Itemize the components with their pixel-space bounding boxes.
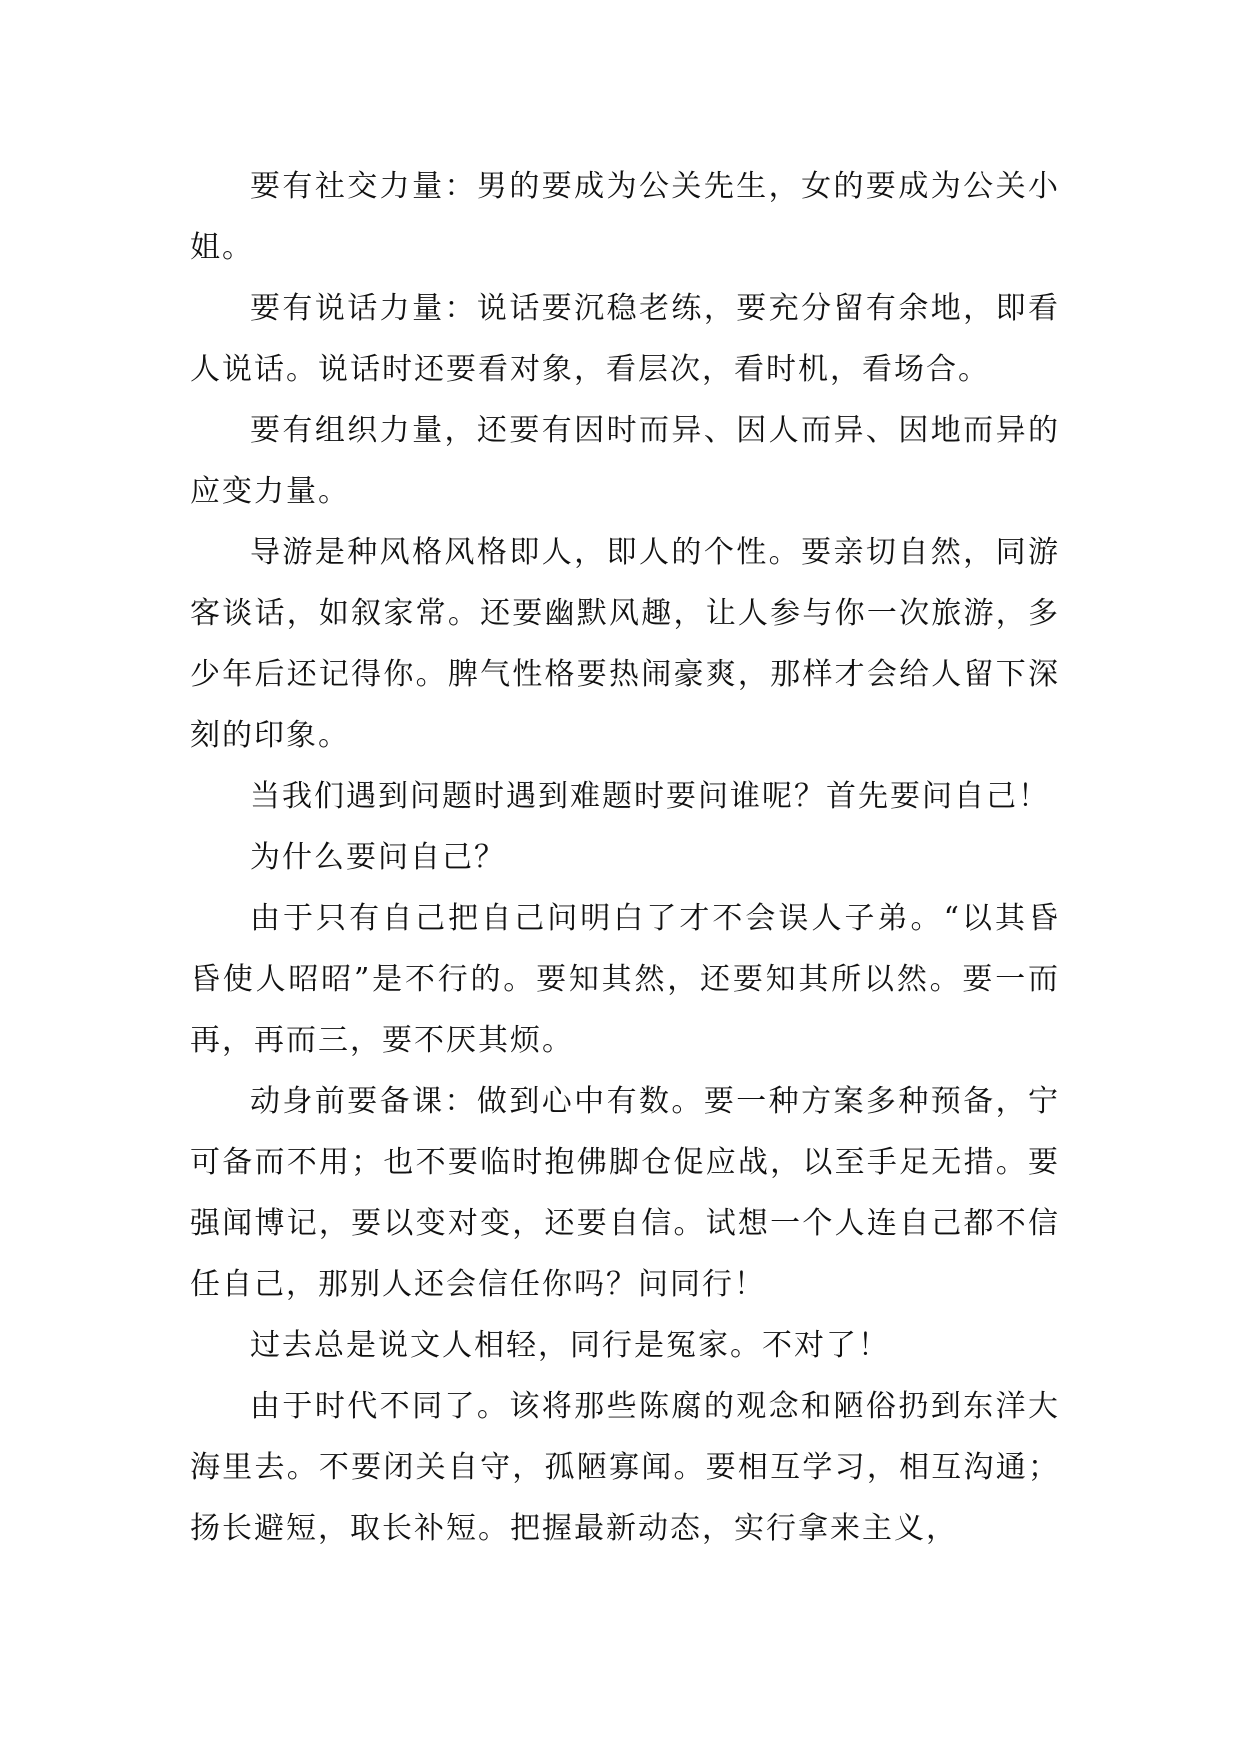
paragraph: 当我们遇到问题时遇到难题时要问谁呢？首先要问自己！ xyxy=(250,779,1050,814)
paragraph: 动身前要备课：做到心中有数。要一种方案多种预备，宁可备而不用；也不要临时抱佛脚仓促应战，以至手足无措。要强闻博记，要以变对变，还要自信。试想一个人连自己都不信任自己，那别人还会信任你吗？问同行！ xyxy=(190,1084,1060,1302)
paragraph: 过去总是说文人相轻，同行是冤家。不对了！ xyxy=(250,1328,890,1363)
paragraph: 要有说话力量：说话要沉稳老练，要充分留有余地，即看人说话。说话时还要看对象，看层次，看时机，看场合。 xyxy=(190,291,1060,387)
document-body xyxy=(190,156,1060,1559)
paragraph: 导游是种风格风格即人，即人的个性。要亲切自然，同游客谈话，如叙家常。还要幽默风趣，让人参与你一次旅游，多少年后还记得你。脾气性格要热闹豪爽，那样才会给人留下深刻的印象。 xyxy=(190,535,1060,753)
paragraph: 要有社交力量：男的要成为公关先生，女的要成为公关小姐。 xyxy=(190,169,1060,265)
paragraph: 由于只有自己把自己问明白了才不会误人子弟。“以其昏昏使人昭昭”是不行的。要知其然，还要知其所以然。要一而再，再而三，要不厌其烦。 xyxy=(190,901,1060,1058)
paragraph: 为什么要问自己？ xyxy=(250,840,506,875)
paragraph: 要有组织力量，还要有因时而异、因人而异、因地而异的应变力量。 xyxy=(190,413,1060,509)
paragraph: 由于时代不同了。该将那些陈腐的观念和陋俗扔到东洋大海里去。不要闭关自守，孤陋寡闻。要相互学习，相互沟通；扬长避短，取长补短。把握最新动态，实行拿来主义， xyxy=(190,1389,1060,1546)
